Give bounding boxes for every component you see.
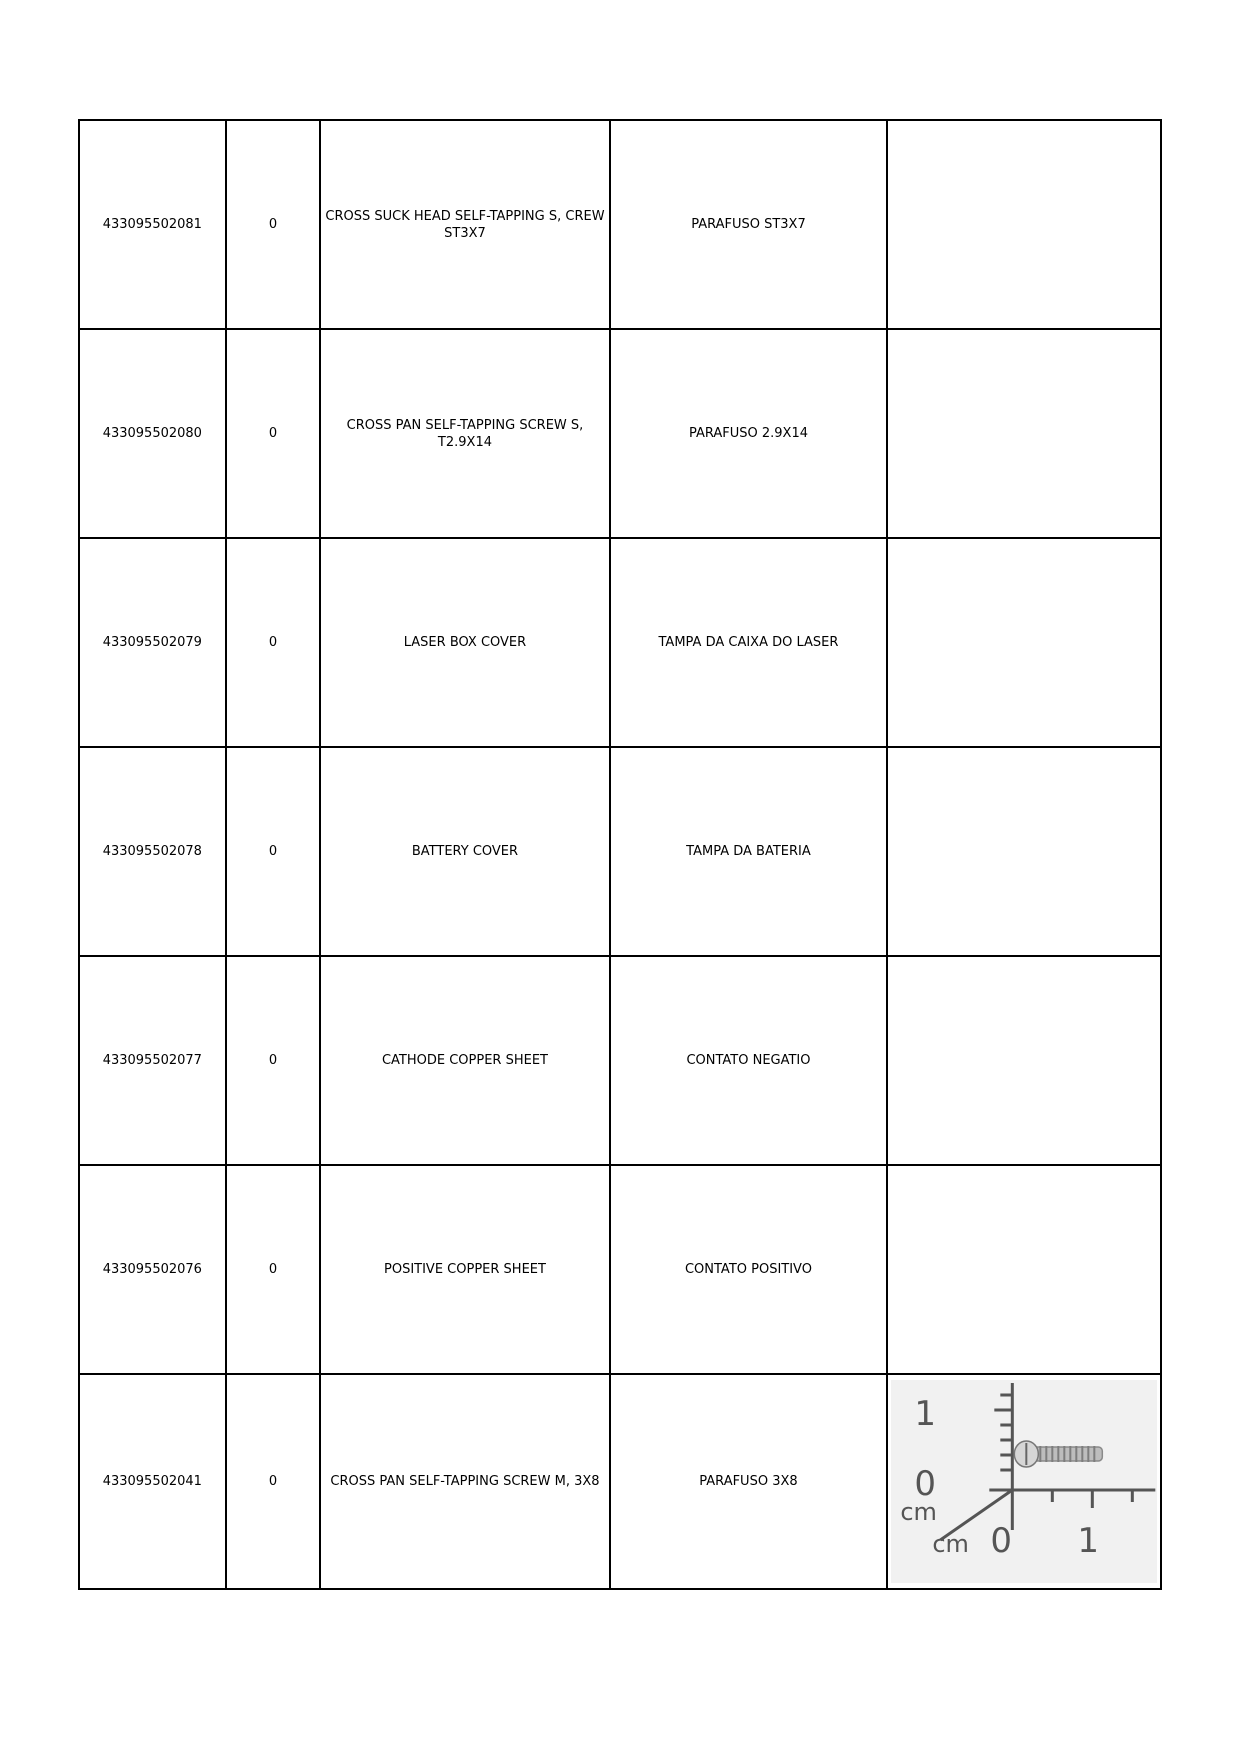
part-code: 433095502076 xyxy=(79,1165,226,1374)
part-description-pt: CONTATO POSITIVO xyxy=(610,1165,888,1374)
part-quantity: 0 xyxy=(226,120,321,329)
part-image-cell xyxy=(887,329,1161,538)
table-row xyxy=(79,1374,1161,1589)
part-quantity: 0 xyxy=(226,538,321,747)
table-row xyxy=(79,956,1161,1165)
part-description-pt: PARAFUSO ST3X7 xyxy=(610,120,888,329)
part-image-cell xyxy=(887,1165,1161,1374)
part-code: 433095502081 xyxy=(79,120,226,329)
parts-table xyxy=(78,119,1162,1590)
scale-label-y-unit: cm xyxy=(900,1498,938,1526)
part-description-pt: PARAFUSO 2.9X14 xyxy=(610,329,888,538)
part-description-en: CROSS SUCK HEAD SELF-TAPPING S, CREW ST3X7 xyxy=(320,120,609,329)
part-description-pt: CONTATO NEGATIO xyxy=(610,956,888,1165)
scale-label-x-zero: 0 xyxy=(990,1521,1013,1561)
table-row xyxy=(79,747,1161,956)
part-code: 433095502079 xyxy=(79,538,226,747)
screw-photo xyxy=(891,1380,1157,1583)
part-code: 433095502077 xyxy=(79,956,226,1165)
part-image-cell xyxy=(887,956,1161,1165)
table-row xyxy=(79,538,1161,747)
part-description-en: CROSS PAN SELF-TAPPING SCREW S, T2.9X14 xyxy=(320,329,609,538)
part-quantity: 0 xyxy=(226,1374,321,1589)
part-description-pt: PARAFUSO 3X8 xyxy=(610,1374,888,1589)
part-image-cell xyxy=(887,1374,1161,1589)
scale-label-y-zero: 0 xyxy=(914,1464,937,1504)
part-quantity: 0 xyxy=(226,956,321,1165)
scale-label-x-one: 1 xyxy=(1077,1521,1100,1561)
part-code: 433095502078 xyxy=(79,747,226,956)
part-description-pt: TAMPA DA BATERIA xyxy=(610,747,888,956)
part-description-en: LASER BOX COVER xyxy=(320,538,609,747)
part-description-pt: TAMPA DA CAIXA DO LASER xyxy=(610,538,888,747)
part-code: 433095502041 xyxy=(79,1374,226,1589)
scale-label-y-one: 1 xyxy=(914,1394,937,1434)
part-image-cell xyxy=(887,120,1161,329)
part-code: 433095502080 xyxy=(79,329,226,538)
scale-label-x-unit: cm xyxy=(932,1530,970,1558)
part-quantity: 0 xyxy=(226,747,321,956)
part-image-cell xyxy=(887,538,1161,747)
table-row xyxy=(79,120,1161,329)
part-description-en: CROSS PAN SELF-TAPPING SCREW M, 3X8 xyxy=(320,1374,609,1589)
part-description-en: CATHODE COPPER SHEET xyxy=(320,956,609,1165)
part-quantity: 0 xyxy=(226,329,321,538)
part-description-en: BATTERY COVER xyxy=(320,747,609,956)
part-image-cell xyxy=(887,747,1161,956)
part-description-en: POSITIVE COPPER SHEET xyxy=(320,1165,609,1374)
table-row xyxy=(79,329,1161,538)
table-row xyxy=(79,1165,1161,1374)
screw-with-scale-image xyxy=(891,1380,1157,1583)
part-quantity: 0 xyxy=(226,1165,321,1374)
